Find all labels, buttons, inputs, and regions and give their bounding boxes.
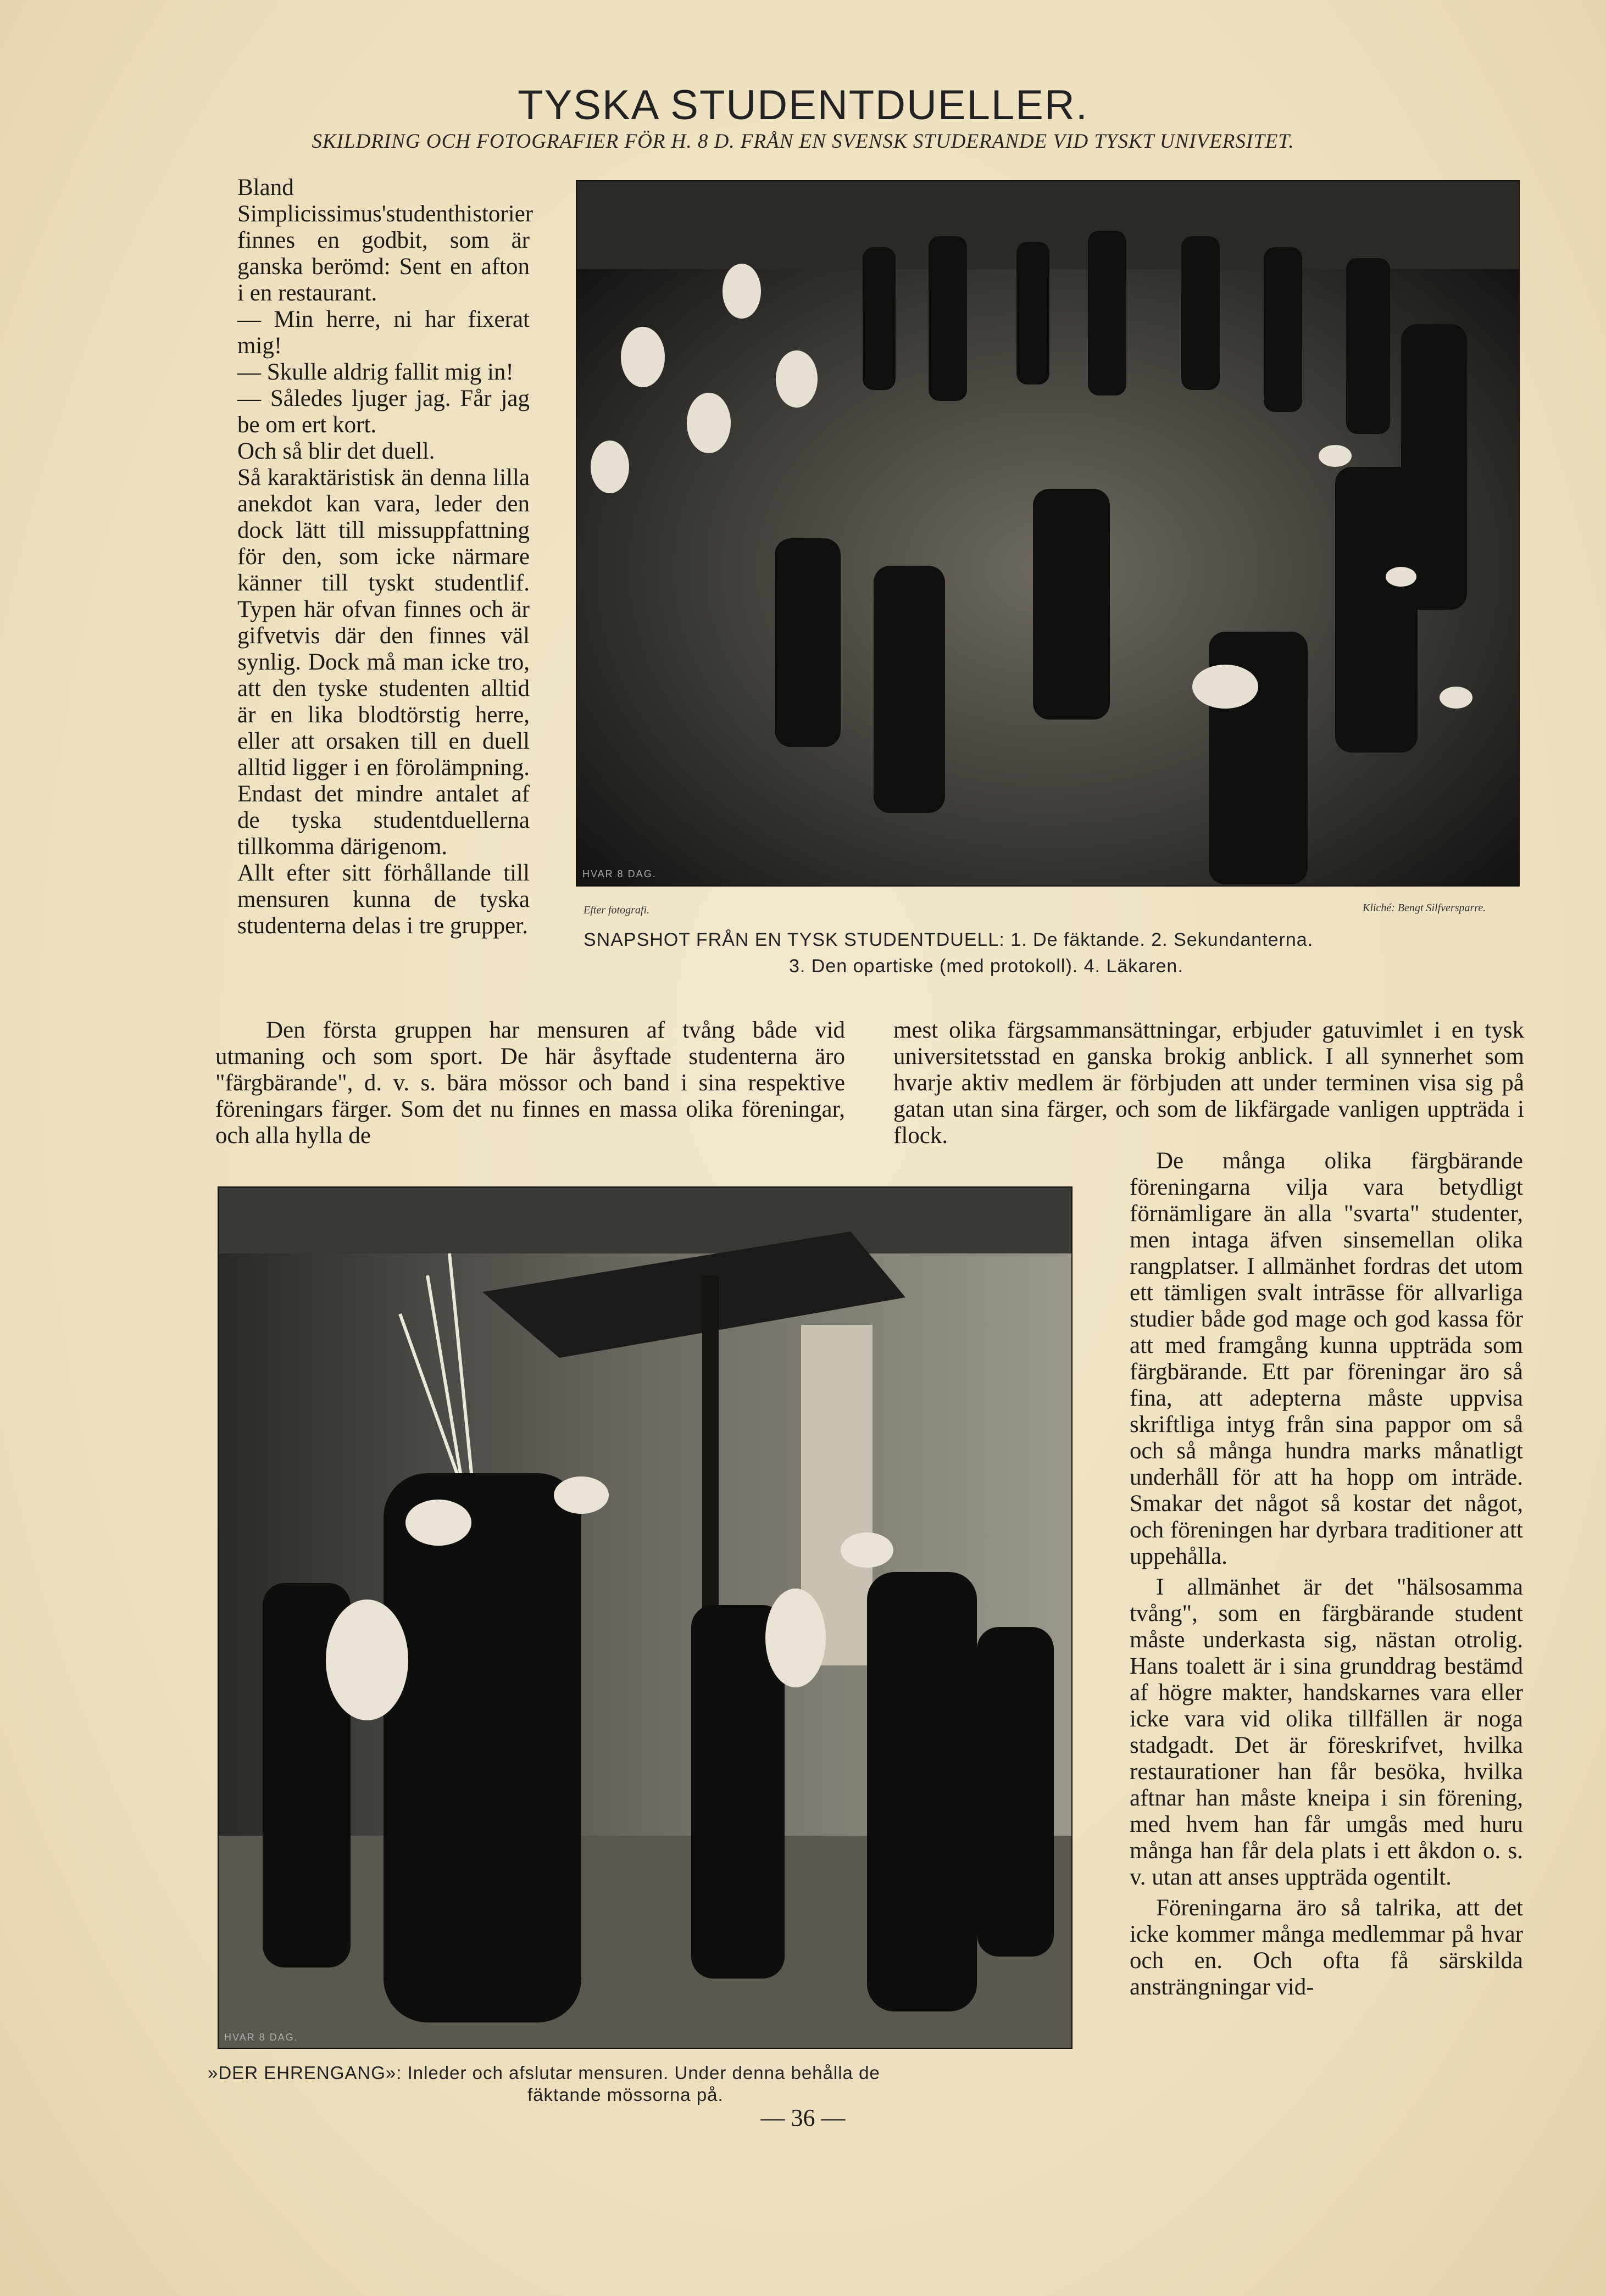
photo-caption: 3. Den opartiske (med protokoll). 4. Läkaren. xyxy=(789,956,1183,977)
article-title: TYSKA STUDENTDUELLER. xyxy=(518,82,1088,129)
intro-paragraph: — Således ljuger jag. Får jag be om ert kort. xyxy=(237,386,530,438)
right-column xyxy=(1130,1148,1523,2000)
photo-watermark: HVAR 8 DAG. xyxy=(224,2032,298,2043)
photo-credit: Kliché: Bengt Silfversparre. xyxy=(1363,902,1486,914)
middle-left-column xyxy=(215,1017,845,1149)
intro-paragraph: Allt efter sitt förhållande till mensuren kunna de tyska studenterna delas i tre grupper. xyxy=(237,860,530,939)
article-subtitle: SKILDRING OCH FOTOGRAFIER FÖR H. 8 D. FRÅN EN SVENSK STUDERANDE VID TYSKT UNIVERSITET. xyxy=(312,130,1294,153)
middle-left-paragraph: Den första gruppen har mensuren af tvång både vid utmaning och som sport. De här åsyftade studenterna äro "färgbärande", d. v. s. bära mössor och band i sina respektive föreningars färger. Som det nu finnes en massa olika föreningar, och alla hylla de xyxy=(215,1017,845,1149)
middle-right-paragraph: mest olika färgsammansättningar, erbjuder gatuvimlet i en tysk universitetsstad en ganska brokig anblick. I all synnerhet som hvarje aktiv medlem är förbjuden att under terminen visa sig på gatan utan sina färger, och som de likfärgade vanligen uppträda i flock. xyxy=(893,1017,1524,1149)
intro-paragraph: Och så blir det duell. xyxy=(237,438,435,464)
photo-ehrengang-image xyxy=(219,1188,1071,2048)
photo-caption: fäktande mössorna på. xyxy=(527,2085,724,2105)
right-paragraph: I allmänhet är det "hälsosamma tvång", som en färgbärande student måste underkasta sig, nästan otrolig. Hans toalett är i sina grunddrag bestämd af högre makter, handskarnes vara eller icke vara vid olika tillfällen är noga stadgadt. Det är föreskrifvet, hvilka restaurationer han får besöka, hvilka aftnar han måste kneipa i sin förening, med hvem han får umgås med huru många han får dela plats i ett åkdon o. s. v. utan att anses uppträda ogentilt. xyxy=(1130,1574,1523,1890)
right-paragraph: De många olika färgbärande föreningarna vilja vara betydligt förnämligare än alla "svarta" studenter, men intaga äfven sinsemellan olika rangplatser. I allmänhet fordras det utom ett tämligen svalt intrāsse för allvarliga studier både god mage och god kassa för att med framgång kunna uppträda som färgbärande. Ett par föreningar äro så fina, att adepterna måste uppvisa skriftliga intyg från sina pappor om så och så många hundra marks månatligt underhåll för att ha hopp om inträde. Smakar det något så kostar det något, och föreningen har dyrbara traditioner att uppehålla. xyxy=(1130,1148,1523,1569)
intro-paragraph: — Min herre, ni har fixerat mig! xyxy=(237,306,530,359)
photo-caption: SNAPSHOT FRÅN EN TYSK STUDENTDUELL: 1. De fäktande. 2. Sekundanterna. xyxy=(584,929,1314,950)
intro-column xyxy=(237,175,534,939)
photo-student-duel-image xyxy=(577,181,1519,885)
intro-paragraph: Så karaktäristisk än denna lilla anekdot kan vara, leder den dock lätt till missuppfattning för den, som icke närmare känner till tyskt studentlif. Typen här ofvan finnes och är gifvetvis där den finnes väl synlig. Dock må man icke tro, att den tyske studenten alltid är en lika blodtörstig herre, eller att orsaken till en duell alltid ligger i en förolämpning. Endast det mindre antalet af de tyska studentduellerna tillkomma därigenom. xyxy=(237,465,530,860)
photo-student-duel xyxy=(576,180,1520,887)
photo-caption: »DER EHRENGANG»: Inleder och afslutar mensuren. Under denna behålla de xyxy=(208,2063,880,2083)
middle-right-column xyxy=(893,1017,1524,1149)
page-number: — 36 — xyxy=(760,2104,846,2131)
right-paragraph: Föreningarna äro så talrika, att det icke kommer många medlemmar på hvar och en. Och ofta få särskilda ansträngningar vid- xyxy=(1130,1895,1523,2000)
photo-ehrengang xyxy=(218,1186,1072,2049)
photo-watermark: HVAR 8 DAG. xyxy=(582,868,657,879)
intro-paragraph: — Skulle aldrig fallit mig in! xyxy=(237,359,514,385)
photo-credit: Efter fotografi. xyxy=(584,904,649,916)
intro-paragraph: Bland Simplicissimus'studenthistorier finnes en godbit, som är ganska berömd: Sent en afton i en restaurant. xyxy=(237,175,534,306)
